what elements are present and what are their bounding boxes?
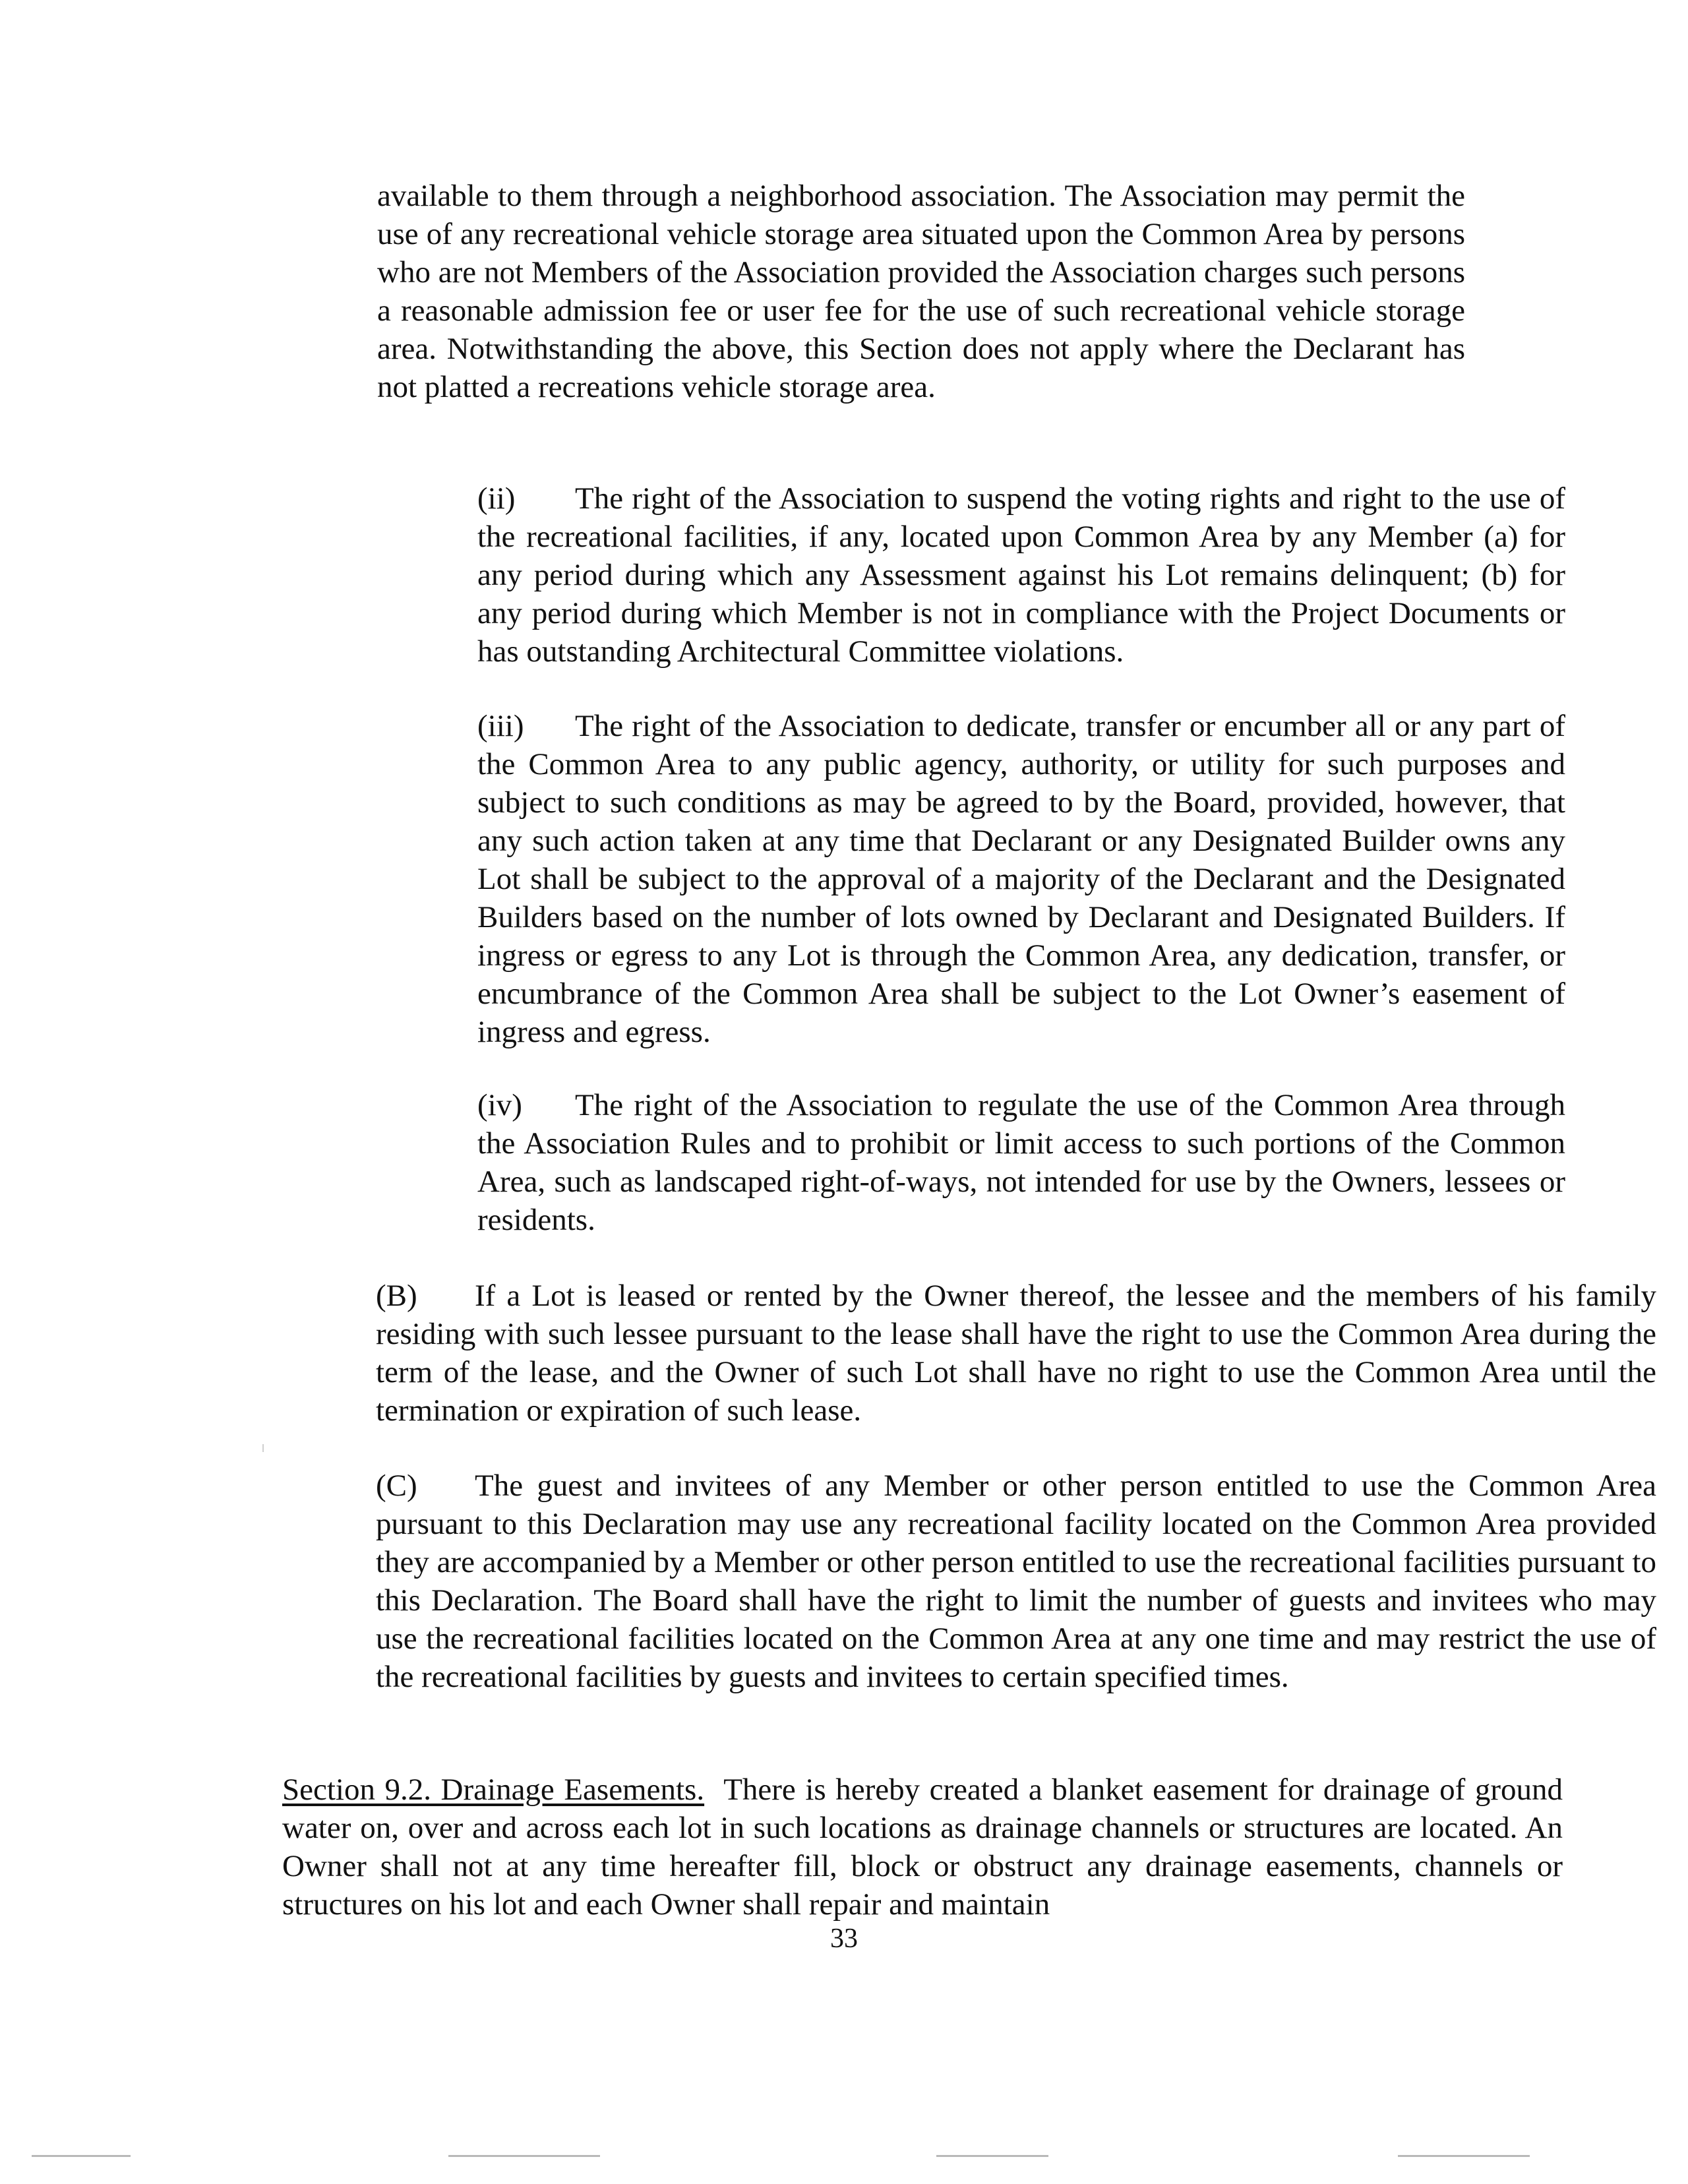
scan-artifact — [936, 2155, 1048, 2157]
paragraph-C — [185, 1467, 1656, 1696]
paragraph-iii — [377, 707, 1565, 1051]
section-heading: Section 9.2. Drainage Easements. — [282, 1773, 705, 1807]
paragraph-section-9-2 — [185, 1771, 1563, 1924]
item-number-iv: (iv) — [477, 1088, 522, 1122]
scan-artifact — [1398, 2155, 1530, 2157]
scan-artifact — [448, 2155, 600, 2157]
scan-artifact — [262, 1444, 264, 1452]
item-number-C: (C) — [376, 1469, 417, 1503]
item-number-ii: (ii) — [477, 481, 516, 516]
paragraph-ii — [377, 479, 1565, 671]
item-number-iii: (iii) — [477, 709, 524, 743]
paragraph-continuation: available to them through a neighborhood association. The Association may permit the use of any recreational vehicle storage area situated upon the Common Area by persons who are not Members of the Association provided the Association charges such persons a reasonable admission fee or user fee for the use of such recreational vehicle storage area. Notwithstanding the above, this Section does not apply where the Declarant has not platted a recreations vehicle storage area. — [377, 179, 1465, 404]
item-text-iii: The right of the Association to dedicate, transfer or encumber all or any part of the Common Area to any public agency, authority, or utility for such purposes and subject to such conditions as may be agreed to by the Board, provided, however, that any such action taken at any time that Declarant or any Designated Builder owns any Lot shall be subject to the approval of a majority of the Declarant and the Designated Builders based on the number of lots owned by Declarant and Designated Builders. If ingress or egress to any Lot is through the Common Area, any dedication, transfer, or encumbrance of the Common Area shall be subject to the Lot Owner’s easement of ingress and egress. — [477, 709, 1565, 1049]
paragraph-B — [185, 1277, 1656, 1430]
item-text-C: The guest and invitees of any Member or other person entitled to use the Common Area pursuant to this Declaration may use any recreational facility located on the Common Area provided they are accompanied by a Member or other person entitled to use the recreational facilities pursuant to this Declaration. The Board shall have the right to limit the number of guests and invitees who may use the recreational facilities located on the Common Area at any one time and may restrict the use of the recreational facilities by guests and invitees to certain specified times. — [376, 1469, 1656, 1694]
item-text-ii: The right of the Association to suspend the voting rights and right to the use of the recreational facilities, if any, located upon Common Area by any Member (a) for any period during which any Assessment against his Lot remains delinquent; (b) for any period during which Member is not in compliance with the Project Documents or has outstanding Architectural Committee violations. — [477, 481, 1565, 669]
section-text: There is hereby created a blanket easement for drainage of ground water on, over and across each lot in such locations as drainage channels or structures are located. An Owner shall not at any time hereafter fill, block or obstruct any drainage easements, channels or structures on his lot and each Owner shall repair and maintain — [282, 1773, 1563, 1922]
scan-artifact — [32, 2155, 131, 2157]
page-number: 33 — [830, 1924, 858, 1954]
item-text-iv: The right of the Association to regulate the use of the Common Area through the Association Rules and to prohibit or limit access to such portions of the Common Area, such as landscaped right-of-ways, not intended for use by the Owners, lessees or residents. — [477, 1088, 1565, 1237]
item-text-B: If a Lot is leased or rented by the Owner thereof, the lessee and the members of his family residing with such lessee pursuant to the lease shall have the right to use the Common Area during the term of the lease, and the Owner of such Lot shall have no right to use the Common Area until the termination or expiration of such lease. — [376, 1279, 1656, 1428]
paragraph-iv — [377, 1086, 1565, 1239]
item-number-B: (B) — [376, 1279, 417, 1313]
